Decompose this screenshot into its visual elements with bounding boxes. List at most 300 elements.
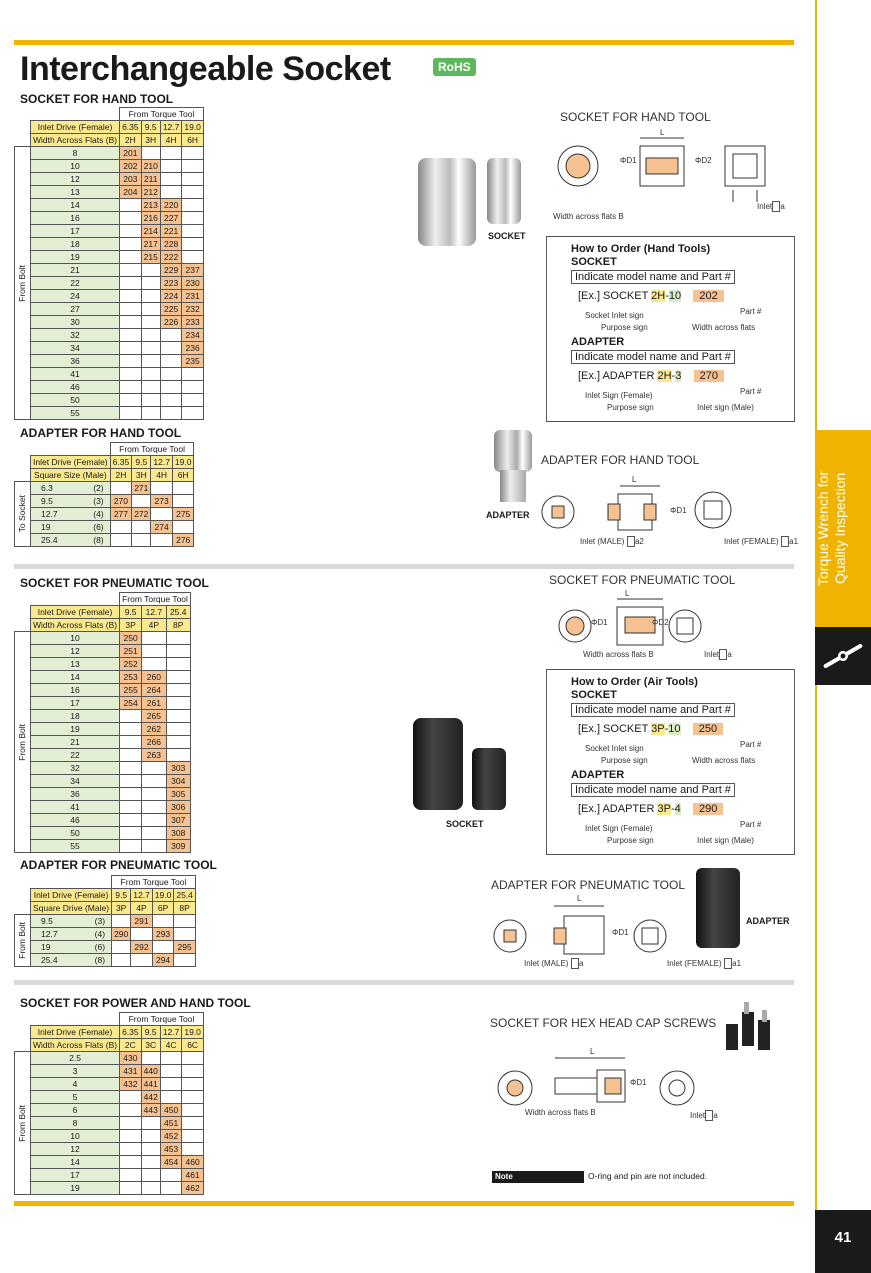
t5-cell — [182, 1143, 204, 1156]
t1-cell: 222 — [160, 251, 182, 264]
table-row — [15, 1143, 204, 1156]
t4-hdr2-cell: 4P — [131, 902, 153, 915]
t3-row-label: 50 — [31, 827, 120, 840]
t1-row-label: 8 — [31, 147, 120, 160]
t1-cell: 210 — [141, 160, 160, 173]
t3-cell — [120, 736, 142, 749]
t3-cell — [142, 658, 166, 671]
t3-cell: 305 — [166, 788, 190, 801]
table-row — [15, 632, 191, 645]
t4-cell — [112, 915, 131, 928]
t2-hdr1-cell: 9.5 — [132, 456, 151, 469]
divider-2 — [14, 980, 794, 985]
t3-row-label: 14 — [31, 671, 120, 684]
o2-l3: Width across flats — [692, 756, 756, 765]
t3-cell: 261 — [142, 697, 166, 710]
t3-cell: 303 — [166, 762, 190, 775]
t5-cell: 430 — [120, 1052, 142, 1065]
o1-indicate2: Indicate model name and Part # — [571, 350, 735, 364]
t4-hdr2-cell: Square Drive (Male) — [31, 902, 112, 915]
t5-hdr2-cell: 2C — [120, 1039, 142, 1052]
t5-hdr1-cell: 9.5 — [141, 1026, 160, 1039]
t1-cell — [141, 303, 160, 316]
t1-cell — [141, 407, 160, 420]
t1-hdr2-cell: 3H — [141, 134, 160, 147]
table-row — [15, 225, 204, 238]
t5-cell — [141, 1052, 160, 1065]
t1-cell: 225 — [160, 303, 182, 316]
t3-cell — [142, 801, 166, 814]
t5-cell — [141, 1117, 160, 1130]
table-row — [15, 329, 204, 342]
t3-cell — [120, 762, 142, 775]
t1-cell: 230 — [182, 277, 204, 290]
t5-cell — [120, 1104, 142, 1117]
o2-adapter: ADAPTER — [571, 769, 625, 781]
t1-cell: 233 — [182, 316, 204, 329]
t2-hdr2-cell: Square Size (Male) — [31, 469, 111, 482]
t3-hdr1-cell: 25.4 — [166, 606, 190, 619]
t1-cell: 211 — [141, 173, 160, 186]
d2-photo-label: ADAPTER — [486, 510, 530, 520]
t5-hdr2-cell: Width Across Flats (B) — [31, 1039, 120, 1052]
t4-hdr2-cell: 8P — [174, 902, 196, 915]
t1-cell — [120, 238, 142, 251]
t1-cell — [182, 238, 204, 251]
t3-cell — [166, 684, 190, 697]
t5-from-torque: From Torque Tool — [120, 1013, 204, 1026]
o2-indicate: Indicate model name and Part # — [571, 703, 735, 717]
o1-l2: Purpose sign — [601, 323, 648, 332]
t4-cell: 290 — [112, 928, 131, 941]
o2-part2: Part # — [740, 820, 762, 829]
table-row — [15, 199, 204, 212]
t3-row-label: 16 — [31, 684, 120, 697]
t2-cell — [110, 482, 132, 495]
t1-cell — [141, 147, 160, 160]
t4-row-label: 9.5 (3) — [31, 915, 112, 928]
d1-title: SOCKET FOR HAND TOOL — [560, 110, 711, 124]
t5-row-label: 8 — [31, 1117, 120, 1130]
table-row — [15, 736, 191, 749]
t1-row-label: 27 — [31, 303, 120, 316]
t3-row-label: 36 — [31, 788, 120, 801]
t3-row-label: 17 — [31, 697, 120, 710]
t1-cell — [120, 381, 142, 394]
t4-row-label: 25.4 (8) — [31, 954, 112, 967]
d3-inlet: Inlet a — [704, 650, 732, 659]
t5-cell — [160, 1182, 182, 1195]
t4-cell — [112, 941, 131, 954]
t1-cell — [160, 381, 182, 394]
t5-cell — [182, 1091, 204, 1104]
t3-row-label: 10 — [31, 632, 120, 645]
t3-row-label: 12 — [31, 645, 120, 658]
t4-title: ADAPTER FOR PNEUMATIC TOOL — [20, 858, 217, 872]
t5-row-label: 19 — [31, 1182, 120, 1195]
t1-cell — [160, 147, 182, 160]
t1-row-label: 19 — [31, 251, 120, 264]
t2-row-label: 9.5 (3) — [31, 495, 111, 508]
t3-cell — [120, 801, 142, 814]
t1-cell — [120, 303, 142, 316]
d2-D1: ΦD1 — [670, 506, 687, 515]
table-row — [15, 697, 191, 710]
pneumatic-socket-photo-large — [413, 718, 463, 810]
t2-cell — [151, 508, 173, 521]
t4-hdr1-cell: Inlet Drive (Female) — [31, 889, 112, 902]
page-number: 41 — [815, 1210, 871, 1273]
t5-cell — [160, 1078, 182, 1091]
t3-cell — [166, 658, 190, 671]
t5-cell: 451 — [160, 1117, 182, 1130]
t3-cell — [142, 632, 166, 645]
t1-cell — [120, 290, 142, 303]
t1-cell — [182, 212, 204, 225]
t3-row-label: 22 — [31, 749, 120, 762]
t1-cell — [141, 342, 160, 355]
table-row — [15, 1156, 204, 1169]
hex-cap-photo — [724, 1002, 780, 1054]
table-row — [15, 710, 191, 723]
o1-part: Part # — [740, 307, 762, 316]
adapter-photo — [494, 430, 532, 472]
t1-cell — [141, 316, 160, 329]
t5-cell: 431 — [120, 1065, 142, 1078]
t4-cell: 292 — [131, 941, 153, 954]
t4-cell — [152, 915, 174, 928]
t1-cell: 203 — [120, 173, 142, 186]
o1-part2: Part # — [740, 387, 762, 396]
t2-cell — [172, 495, 194, 508]
t4-hdr2-cell: 6P — [152, 902, 174, 915]
d1-photo-label: SOCKET — [488, 231, 526, 241]
t4-cell — [152, 941, 174, 954]
t1-cell: 232 — [182, 303, 204, 316]
t1-hdr1-cell: 9.5 — [141, 121, 160, 134]
note-label: Note — [492, 1171, 584, 1183]
t3-side-label: From Bolt — [17, 723, 27, 761]
t5-cell — [160, 1091, 182, 1104]
socket-photo-large — [418, 158, 476, 246]
t2-cell — [132, 521, 151, 534]
t3-hdr2-cell: 3P — [120, 619, 142, 632]
t4-hdr1-cell: 25.4 — [174, 889, 196, 902]
t3-cell — [142, 775, 166, 788]
t2-hdr2-cell: 2H — [110, 469, 132, 482]
t1-side-label: From Bolt — [17, 264, 27, 302]
t1-cell — [182, 199, 204, 212]
t5-cell: 454 — [160, 1156, 182, 1169]
t5-cell: 432 — [120, 1078, 142, 1091]
t5-row-label: 10 — [31, 1130, 120, 1143]
t1-cell — [120, 277, 142, 290]
d3-D2: ΦD2 — [652, 618, 669, 627]
t1-cell — [182, 160, 204, 173]
t1-hdr2-cell: 2H — [120, 134, 142, 147]
d5-L: L — [590, 1047, 595, 1056]
t3-row-label: 32 — [31, 762, 120, 775]
d2-L: L — [632, 475, 637, 484]
t1-cell: 237 — [182, 264, 204, 277]
o2-title: How to Order (Air Tools) — [571, 676, 698, 688]
t1-cell — [160, 368, 182, 381]
t1-hdr1-cell: 12.7 — [160, 121, 182, 134]
table-row — [15, 173, 204, 186]
t2-row-label: 6.3 (2) — [31, 482, 111, 495]
t1-row-label: 36 — [31, 355, 120, 368]
table-row — [15, 508, 194, 521]
t5-table — [14, 1012, 204, 1195]
t5-row-label: 4 — [31, 1078, 120, 1091]
t2-cell: 271 — [132, 482, 151, 495]
t1-hdr2-cell: 4H — [160, 134, 182, 147]
d4-male: Inlet (MALE) a — [524, 959, 584, 968]
note-text: O-ring and pin are not included. — [588, 1171, 708, 1181]
t5-cell — [120, 1182, 142, 1195]
table-row — [15, 495, 194, 508]
t5-hdr1-cell: 6.35 — [120, 1026, 142, 1039]
t1-cell: 224 — [160, 290, 182, 303]
t1-row-label: 24 — [31, 290, 120, 303]
t5-cell — [182, 1117, 204, 1130]
d4-D1: ΦD1 — [612, 928, 629, 937]
d1-L: L — [660, 128, 665, 137]
table-row — [15, 1091, 204, 1104]
table-row — [15, 1130, 204, 1143]
t3-row-label: 19 — [31, 723, 120, 736]
t2-cell — [132, 534, 151, 547]
t4-cell: 293 — [152, 928, 174, 941]
o1-l1: Socket Inlet sign — [585, 311, 644, 320]
t5-cell — [160, 1065, 182, 1078]
d2-title: ADAPTER FOR HAND TOOL — [541, 453, 700, 467]
t2-cell: 275 — [172, 508, 194, 521]
t4-side-label: From Bolt — [17, 922, 27, 959]
t3-cell — [142, 827, 166, 840]
table-row — [15, 342, 204, 355]
t3-cell — [166, 697, 190, 710]
t1-cell: 220 — [160, 199, 182, 212]
t5-side-label: From Bolt — [17, 1104, 27, 1142]
t1-cell: 235 — [182, 355, 204, 368]
t5-cell — [120, 1117, 142, 1130]
table-row — [15, 1065, 204, 1078]
d1-inlet: Inlet a — [757, 202, 785, 211]
t1-cell — [182, 186, 204, 199]
t1-cell: 215 — [141, 251, 160, 264]
table-row — [15, 723, 191, 736]
t3-cell: 264 — [142, 684, 166, 697]
t4-hdr1-cell: 19.0 — [152, 889, 174, 902]
d3-photo-label: SOCKET — [446, 819, 484, 829]
table-row — [15, 840, 191, 853]
table-row — [15, 671, 191, 684]
t3-cell: 252 — [120, 658, 142, 671]
t1-cell — [120, 355, 142, 368]
t3-row-label: 18 — [31, 710, 120, 723]
t2-cell — [132, 495, 151, 508]
t1-cell — [182, 147, 204, 160]
table-row — [15, 941, 196, 954]
t1-row-label: 41 — [31, 368, 120, 381]
d1-wab: Width across flats B — [553, 212, 624, 221]
t3-cell: 266 — [142, 736, 166, 749]
t1-row-label: 10 — [31, 160, 120, 173]
t5-row-label: 14 — [31, 1156, 120, 1169]
t2-cell: 277 — [110, 508, 132, 521]
t3-cell: 265 — [142, 710, 166, 723]
t4-hdr1-cell: 9.5 — [112, 889, 131, 902]
table-row — [15, 186, 204, 199]
t1-cell — [120, 212, 142, 225]
t5-cell — [120, 1156, 142, 1169]
t1-row-label: 50 — [31, 394, 120, 407]
t5-cell — [182, 1078, 204, 1091]
t1-cell — [120, 251, 142, 264]
t1-cell — [141, 277, 160, 290]
d5-D1: ΦD1 — [630, 1078, 647, 1087]
t3-cell — [120, 814, 142, 827]
t1-cell — [120, 394, 142, 407]
table-row — [15, 521, 194, 534]
t5-cell — [160, 1169, 182, 1182]
t5-cell — [120, 1130, 142, 1143]
t3-table — [14, 592, 191, 853]
o1-l3: Width across flats — [692, 323, 756, 332]
t1-cell — [182, 173, 204, 186]
t1-hdr2-cell: Width Across Flats (B) — [31, 134, 120, 147]
o2-l5: Purpose sign — [607, 836, 654, 845]
d2-diagram — [540, 474, 795, 536]
table-row — [15, 238, 204, 251]
t3-cell — [120, 775, 142, 788]
table-row — [15, 147, 204, 160]
top-rule — [14, 40, 794, 45]
t3-row-label: 41 — [31, 801, 120, 814]
t3-cell: 260 — [142, 671, 166, 684]
t3-cell: 253 — [120, 671, 142, 684]
t3-cell: 307 — [166, 814, 190, 827]
table-row — [15, 749, 191, 762]
t2-hdr2-cell: 3H — [132, 469, 151, 482]
t1-cell: 217 — [141, 238, 160, 251]
t3-cell — [166, 632, 190, 645]
o1-example2: [Ex.] ADAPTER 2H-3 270 — [578, 370, 724, 382]
table-row — [15, 1104, 204, 1117]
table-row — [15, 277, 204, 290]
t4-table — [14, 875, 196, 967]
table-row — [15, 290, 204, 303]
table-row — [15, 827, 191, 840]
d3-title: SOCKET FOR PNEUMATIC TOOL — [549, 573, 736, 587]
t1-row-label: 12 — [31, 173, 120, 186]
t2-hdr1-cell: 12.7 — [151, 456, 173, 469]
table-row — [15, 482, 194, 495]
table-row — [15, 1182, 204, 1195]
t5-row-label: 2.5 — [31, 1052, 120, 1065]
t3-title: SOCKET FOR PNEUMATIC TOOL — [20, 576, 209, 590]
t3-cell — [120, 788, 142, 801]
t1-hdr1-cell: 6.35 — [120, 121, 142, 134]
t1-cell: 227 — [160, 212, 182, 225]
t2-cell — [172, 521, 194, 534]
t1-row-label: 46 — [31, 381, 120, 394]
t1-cell: 212 — [141, 186, 160, 199]
t1-cell — [160, 394, 182, 407]
t5-title: SOCKET FOR POWER AND HAND TOOL — [20, 996, 251, 1010]
t3-hdr2-cell: 8P — [166, 619, 190, 632]
t2-from-torque: From Torque Tool — [110, 443, 194, 456]
t1-row-label: 16 — [31, 212, 120, 225]
table-row — [15, 814, 191, 827]
t1-cell: 231 — [182, 290, 204, 303]
t5-hdr1-cell: 19.0 — [182, 1026, 204, 1039]
t1-row-label: 32 — [31, 329, 120, 342]
t3-cell — [142, 762, 166, 775]
o2-indicate2: Indicate model name and Part # — [571, 783, 735, 797]
t4-cell — [174, 954, 196, 967]
table-row — [15, 160, 204, 173]
table-row — [15, 915, 196, 928]
table-row — [15, 212, 204, 225]
table-row — [15, 658, 191, 671]
t4-from-torque: From Torque Tool — [112, 876, 196, 889]
t5-cell — [120, 1143, 142, 1156]
d4-female: Inlet (FEMALE) a1 — [667, 959, 742, 968]
t1-cell: 216 — [141, 212, 160, 225]
rohs-badge: RoHS — [433, 58, 476, 76]
o2-l2: Purpose sign — [601, 756, 648, 765]
table-row — [15, 251, 204, 264]
t5-row-label: 12 — [31, 1143, 120, 1156]
adapter-photo-square — [500, 470, 526, 502]
t4-row-label: 12.7 (4) — [31, 928, 112, 941]
table-row — [15, 1117, 204, 1130]
t1-cell — [120, 342, 142, 355]
t1-cell — [160, 407, 182, 420]
t3-cell — [166, 723, 190, 736]
t4-hdr1-cell: 12.7 — [131, 889, 153, 902]
d5-title: SOCKET FOR HEX HEAD CAP SCREWS — [490, 1016, 717, 1030]
t5-cell — [141, 1143, 160, 1156]
t1-cell: 223 — [160, 277, 182, 290]
t4-cell — [131, 928, 153, 941]
t1-row-label: 22 — [31, 277, 120, 290]
wrench-icon — [815, 627, 871, 685]
t5-cell: 440 — [141, 1065, 160, 1078]
t3-cell — [142, 788, 166, 801]
t2-hdr1-cell: Inlet Drive (Female) — [31, 456, 111, 469]
t3-row-label: 21 — [31, 736, 120, 749]
t1-cell: 221 — [160, 225, 182, 238]
d1-D2: ΦD2 — [695, 156, 712, 165]
t2-hdr2-cell: 4H — [151, 469, 173, 482]
t5-row-label: 17 — [31, 1169, 120, 1182]
t5-hdr1-cell: Inlet Drive (Female) — [31, 1026, 120, 1039]
t4-row-label: 19 (6) — [31, 941, 112, 954]
t1-cell — [182, 407, 204, 420]
t4-hdr2-cell: 3P — [112, 902, 131, 915]
o2-l6: Inlet sign (Male) — [697, 836, 754, 845]
t2-cell — [151, 534, 173, 547]
t1-cell — [141, 394, 160, 407]
t3-hdr2-cell: Width Across Flats (B) — [31, 619, 120, 632]
t1-cell — [160, 342, 182, 355]
t1-cell: 228 — [160, 238, 182, 251]
t3-cell: 263 — [142, 749, 166, 762]
t5-cell: 461 — [182, 1169, 204, 1182]
